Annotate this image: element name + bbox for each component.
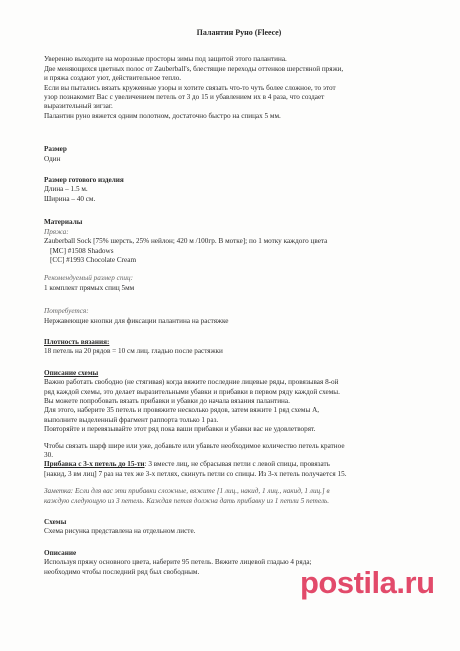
description-heading: Описание bbox=[44, 548, 77, 557]
notions-value: Нержавеющие кнопки для фиксации палантина на растяжке bbox=[44, 316, 229, 325]
scheme-line: Для этого, наберите 35 петель и провяжите несколько рядов, затем вяжите 1 ряд схемы А, bbox=[44, 406, 320, 415]
intro-line: выразительный зигзаг. bbox=[44, 102, 113, 111]
yarn-label: Пряжа: bbox=[44, 227, 69, 236]
finished-size-heading: Размер готового изделия bbox=[44, 176, 124, 185]
gauge-value: 18 петель на 20 рядов = 10 см лиц. гладью после растяжки bbox=[44, 347, 223, 356]
scarf-width-line: Чтобы связать шарф шире или уже, добавьте или убавьте необходимое количество петель кратное bbox=[44, 441, 345, 450]
increase-line-2: [накид, 3 вм лиц] 7 раз на тех же 3-х петлях, скинуть петли со спицы. Из 3-х петель получается 15. bbox=[44, 469, 347, 478]
note-line: Заметка: Если для вас эти прибавки сложные, вяжите [1 лиц., накид, 1 лиц., накид, 1 лиц.] в bbox=[44, 487, 330, 496]
description-line: Используя пряжу основного цвета, наберите 95 петель. Вяжите лицевой гладью 4 ряда; bbox=[44, 558, 312, 567]
document-body bbox=[44, 28, 434, 577]
spacer bbox=[44, 435, 434, 442]
notions-label: Потребуется: bbox=[44, 307, 89, 316]
width-value: Ширина – 40 см. bbox=[44, 194, 96, 203]
intro-line: и пряжа создают уют, действительное тепло. bbox=[44, 74, 182, 83]
scheme-description bbox=[44, 378, 434, 434]
length-value: Длина – 1.5 м. bbox=[44, 185, 88, 194]
size-heading: Размер bbox=[44, 145, 67, 154]
intro-section bbox=[44, 55, 434, 121]
schemes-heading: Схемы bbox=[44, 518, 67, 527]
materials-heading: Материалы bbox=[44, 218, 83, 227]
postila-watermark bbox=[300, 566, 460, 600]
intro-line: узор познакомит Вас с увеличением петель от 3 до 15 и убавлением их в 4 раза, что создает bbox=[44, 93, 325, 102]
intro-line: Уверенно выходите на морозные просторы зимы под защитой этого палантина. bbox=[44, 55, 287, 64]
scheme-description-heading: Описание схемы bbox=[44, 368, 99, 377]
note-line-2: каждую следующую из 3 петель. Каждая петля должна дать прибавку из 1 петли 5 петель. bbox=[44, 496, 330, 505]
intro-line: Палантин руно вяжется одним полотном, достаточно быстро на спицах 5 мм. bbox=[44, 111, 281, 120]
gauge-heading: Плотность вязания: bbox=[44, 337, 110, 346]
size-value: Один bbox=[44, 154, 61, 163]
increase-line bbox=[44, 460, 434, 469]
contrast-color: [CC] #1993 Chocolate Cream bbox=[50, 255, 137, 264]
page-title: Палантин Руно (Fleece) bbox=[196, 28, 282, 37]
scheme-line: Вы можете попробовать вязать прибавки и убавки до начала вязания палантина. bbox=[44, 396, 290, 405]
schemes-value: Схема рисунка представлена на отдельном листе. bbox=[44, 527, 196, 536]
increase-rest: : 3 вместе лиц, не сбрасывая петли с левой спицы, провязать bbox=[144, 460, 330, 469]
intro-line: Если вы пытались вязать кружевные узоры и хотите связать что-то чуть более сложное, то этот bbox=[44, 83, 336, 92]
scheme-line: выполните выделенный фрагмент раппорта только 1 раз. bbox=[44, 415, 219, 424]
scarf-width-line-2: 30. bbox=[44, 451, 53, 459]
main-color: [MC] #1508 Shadows bbox=[50, 246, 114, 255]
yarn-line: Zauberball Sock [75% шерсть, 25% нейлон; 420 м /100гр. В мотке]; по 1 мотку каждого цвета bbox=[44, 237, 328, 246]
intro-line: Две меняющихся цветных полос от Zauberball's, блестящие переходы оттенков шерстяной пряжи, bbox=[44, 64, 344, 73]
watermark-tld: ru bbox=[404, 565, 435, 600]
needles-label: Рекомендуемый размер спиц: bbox=[44, 274, 134, 283]
scheme-line: ряд каждой схемы, это делает выразительными убавки и прибавки в первом ряду каждой схемы. bbox=[44, 387, 340, 396]
scheme-line: Важно работать свободно (не стягивая) когда вяжите последние лицевые ряды, провязывая 8-ой bbox=[44, 378, 339, 387]
description-line-2: необходимо чтобы последний ряд был свободным. bbox=[44, 567, 200, 576]
increase-bold: Прибавка с 3-х петель до 15-ти bbox=[44, 460, 145, 469]
needles-value: 1 комплект прямых спиц 5мм bbox=[44, 283, 135, 292]
scheme-line: Повторяйте и перевязывайте этот ряд пока ваши прибавки и убавки вас не удовлетворят. bbox=[44, 425, 316, 434]
watermark-name: postila bbox=[300, 565, 397, 600]
watermark-dot: . bbox=[396, 565, 405, 600]
